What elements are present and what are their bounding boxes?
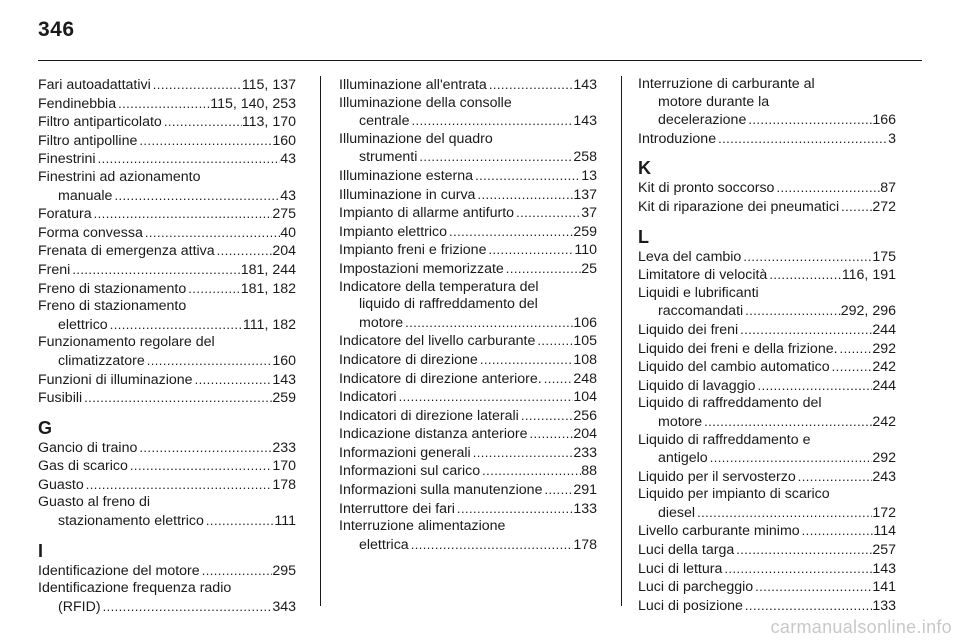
index-entry [339, 481, 597, 500]
index-entry [339, 425, 597, 444]
watermark: carmanualsonline.info [770, 617, 952, 637]
dot-leader [716, 130, 888, 149]
dot-leader [112, 187, 280, 206]
index-entry [339, 76, 597, 95]
dot-leader [708, 449, 873, 468]
index-entry [638, 432, 896, 468]
page-reference: 133 [872, 597, 896, 614]
page-reference: 242 [872, 359, 896, 376]
entry-term: Indicatore di direzione anteriore. [339, 370, 542, 387]
dot-leader [480, 462, 581, 481]
dot-leader [116, 95, 210, 114]
index-entry [38, 334, 296, 370]
page-reference: 13 [581, 167, 597, 184]
dot-leader [162, 113, 242, 132]
dot-leader [487, 76, 574, 95]
entry-term: Identificazione frequenza radio [38, 580, 232, 597]
section-letter: K [638, 158, 651, 179]
entry-term-continuation: manuale [58, 187, 113, 204]
index-entry [339, 370, 597, 389]
index-entry [638, 358, 896, 377]
index-entry [339, 388, 597, 407]
page-reference: 40 [280, 224, 296, 241]
dot-leader [528, 425, 574, 444]
entry-term-continuation: motore [359, 314, 404, 331]
dot-leader [186, 280, 241, 299]
entry-term: Indicatore di direzione [339, 351, 478, 368]
dot-leader [417, 148, 573, 167]
page-reference: 272 [872, 198, 896, 215]
page-reference: 292, 296 [840, 303, 896, 320]
index-entry [38, 494, 296, 530]
page-reference: 143 [573, 77, 597, 93]
page-reference: 143 [272, 371, 296, 388]
entry-term: Informazioni sulla manutenzione [339, 482, 543, 499]
dot-leader [473, 167, 581, 186]
index-entry [339, 444, 597, 463]
page-reference: 160 [272, 352, 296, 369]
entry-term-continuation: elettrica [359, 536, 409, 553]
page-reference: 105 [573, 333, 597, 350]
dot-leader [145, 352, 273, 371]
index-entry [638, 541, 896, 560]
dot-leader [519, 407, 574, 426]
index-entry [38, 95, 296, 114]
dot-leader [137, 439, 272, 458]
index-entry [638, 266, 896, 285]
dot-leader [101, 598, 273, 617]
dot-leader [137, 132, 272, 151]
dot-leader [830, 358, 873, 377]
dot-leader [215, 242, 273, 261]
entry-term: Freni [38, 261, 71, 278]
index-entry [339, 204, 597, 223]
index-entry [638, 597, 896, 616]
entry-term: Illuminazione del quadro [339, 130, 493, 147]
entry-term: Liquidi e lubrificanti [638, 284, 759, 301]
entry-term: Freno di stazionamento [38, 298, 187, 315]
dot-leader [471, 444, 574, 463]
dot-leader [96, 150, 281, 169]
dot-leader [774, 179, 880, 198]
dot-leader [542, 481, 573, 500]
page-reference: 113, 170 [241, 114, 296, 131]
entry-term: Fusibili [38, 390, 83, 407]
dot-leader [397, 388, 574, 407]
entry-term: Interruzione di carburante al [638, 76, 815, 92]
index-entry [339, 518, 597, 554]
dot-leader [838, 340, 873, 359]
index-entry [339, 500, 597, 519]
entry-term-continuation: diesel [658, 504, 696, 521]
dot-leader [478, 351, 574, 370]
page-reference: 204 [573, 426, 597, 443]
dot-leader [92, 205, 273, 224]
index-entry [38, 371, 296, 390]
index-entry [339, 279, 597, 333]
page-reference: 3 [888, 130, 896, 147]
index-entry [339, 167, 597, 186]
entry-term: Luci della targa [638, 542, 735, 559]
index-entry [38, 132, 296, 151]
page-reference: 137 [573, 186, 597, 203]
index-entry [638, 76, 896, 130]
index-entry [38, 562, 296, 581]
index-entry [638, 560, 896, 579]
page-reference: 233 [573, 444, 597, 461]
entry-term: Interruttore dei fari [339, 500, 455, 517]
dot-leader [542, 370, 574, 389]
page-reference: 116, 191 [841, 267, 896, 284]
index-entry [38, 439, 296, 458]
dot-leader [738, 321, 872, 340]
index-entry [38, 580, 296, 616]
dot-leader [409, 536, 574, 555]
entry-term: Liquido per il servosterzo [638, 468, 796, 485]
index-entry [638, 377, 896, 396]
dot-leader [143, 224, 280, 243]
entry-term-continuation: stazionamento elettrico [58, 513, 204, 530]
entry-term-continuation: liquido di raffreddamento del [359, 296, 538, 313]
dot-leader [756, 377, 873, 396]
page-reference: 181, 182 [240, 280, 296, 297]
dot-leader [128, 457, 272, 476]
index-entry [339, 95, 597, 131]
entry-term-continuation: (RFID) [58, 598, 101, 615]
page-reference: 88 [581, 463, 597, 480]
dot-leader [486, 241, 574, 260]
entry-term: Luci di posizione [638, 597, 743, 614]
page-reference: 172 [872, 504, 896, 521]
index-entry [38, 76, 296, 95]
dot-leader [767, 266, 841, 285]
index-column-2 [339, 76, 597, 554]
index-entry [339, 241, 597, 260]
page-reference: 37 [581, 205, 597, 222]
dot-leader [734, 541, 872, 560]
entry-term: Kit di pronto soccorso [638, 180, 775, 197]
dot-leader [514, 204, 581, 223]
entry-term: Liquido dei freni e della frizione. [638, 340, 838, 357]
page-number: 346 [38, 18, 75, 41]
entry-term: Indicatori [339, 389, 397, 406]
index-entry [38, 113, 296, 132]
dot-leader [504, 260, 581, 279]
dot-leader [743, 597, 872, 616]
page-reference: 175 [872, 248, 896, 265]
page-reference: 106 [573, 314, 597, 331]
page-reference: 115, 140, 253 [210, 95, 296, 112]
entry-term: Kit di riparazione dei pneumatici [638, 198, 840, 215]
page-reference: 181, 244 [240, 261, 296, 278]
section-letter: G [38, 417, 53, 438]
page-reference: 244 [872, 377, 896, 394]
page-reference: 114 [873, 523, 896, 540]
entry-term: Indicatore della temperatura del [339, 278, 539, 295]
entry-term-continuation: climatizzatore [58, 352, 145, 369]
page-reference: 87 [880, 180, 896, 197]
page-reference: 170 [272, 458, 296, 475]
page-reference: 25 [581, 260, 597, 277]
index-entry [38, 476, 296, 495]
page-reference: 295 [272, 562, 296, 579]
page-reference: 233 [272, 439, 296, 456]
page-reference: 258 [573, 149, 597, 166]
index-entry [38, 389, 296, 408]
entry-term: Funzioni di illuminazione [38, 371, 193, 388]
dot-leader [409, 112, 573, 131]
entry-term: Liquido per impianto di scarico [638, 486, 830, 503]
entry-term-continuation: centrale [359, 113, 410, 130]
entry-term: Forma convessa [38, 224, 143, 241]
page-reference: 110 [574, 242, 597, 259]
entry-term-continuation: motore [658, 413, 703, 430]
page-reference: 111, 182 [242, 316, 296, 333]
index-column-3 [638, 76, 896, 615]
entry-term: Indicazione distanza anteriore [339, 426, 528, 443]
column-divider [320, 76, 321, 606]
dot-leader [151, 76, 242, 95]
dot-leader [722, 560, 872, 579]
index-entry [638, 179, 896, 198]
entry-term: Illuminazione della consolle [339, 94, 512, 111]
dot-leader [743, 302, 841, 321]
dot-leader [193, 371, 273, 390]
page-reference: 259 [573, 223, 597, 240]
index-entry [38, 169, 296, 205]
entry-term: Indicatore del livello carburante [339, 333, 536, 350]
entry-term: Funzionamento regolare del [38, 334, 215, 351]
index-entry [38, 224, 296, 243]
header-divider [38, 60, 922, 61]
entry-term-continuation: antigelo [658, 450, 708, 467]
index-entry [638, 198, 896, 217]
entry-term: Freno di stazionamento [38, 280, 187, 297]
entry-term: Identificazione del motore [38, 562, 200, 579]
page-reference: 141 [872, 579, 896, 596]
index-entry [38, 457, 296, 476]
dot-leader [475, 186, 573, 205]
index-entry [38, 280, 296, 299]
entry-term: Livello carburante minimo [638, 523, 800, 540]
entry-term: Introduzione [638, 130, 717, 147]
page-reference: 143 [872, 560, 896, 577]
column-divider [621, 76, 622, 606]
index-entry [638, 340, 896, 359]
dot-leader [82, 389, 272, 408]
entry-term: Frenata di emergenza attiva [38, 243, 215, 260]
index-entry [638, 248, 896, 267]
dot-leader [800, 522, 874, 541]
entry-term: Guasto al freno di [38, 494, 150, 511]
page-reference: 243 [872, 468, 896, 485]
index-entry [638, 321, 896, 340]
entry-term: Liquido di lavaggio [638, 377, 756, 394]
index-entry [638, 522, 896, 541]
entry-term: Liquido di raffreddamento e [638, 431, 811, 448]
dot-leader [204, 512, 275, 531]
dot-leader [796, 468, 873, 487]
entry-term: Guasto [38, 476, 84, 493]
page-reference: 143 [573, 113, 597, 130]
dot-leader [108, 316, 243, 335]
entry-term: Fari autoadattativi [38, 77, 151, 93]
page-reference: 133 [573, 500, 597, 517]
page-reference: 178 [272, 476, 296, 493]
entry-term: Finestrini ad azionamento [38, 168, 201, 185]
page-reference: 43 [280, 187, 296, 204]
page-reference: 343 [272, 598, 296, 615]
page-reference: 160 [272, 132, 296, 149]
page-reference: 115, 137 [241, 77, 296, 93]
entry-term-continuation: motore durante la [658, 93, 770, 110]
entry-term: Fendinebbia [38, 95, 117, 112]
entry-term: Luci di lettura [638, 560, 723, 577]
page-reference: 244 [872, 321, 896, 338]
index-entry [38, 298, 296, 334]
dot-leader [741, 248, 872, 267]
page-reference: 292 [872, 450, 896, 467]
entry-term: Gancio di traino [38, 439, 138, 456]
dot-leader [702, 413, 872, 432]
page-reference: 256 [573, 407, 597, 424]
entry-term: Interruzione alimentazione [339, 518, 506, 535]
entry-term: Impianto elettrico [339, 223, 448, 240]
entry-term: Finestrini [38, 151, 96, 168]
entry-term-continuation: decelerazione [658, 112, 747, 129]
entry-term: Limitatore di velocità [638, 267, 768, 284]
page-reference: 104 [573, 389, 597, 406]
page-reference: 166 [872, 112, 896, 129]
entry-term: Leva del cambio [638, 248, 742, 265]
entry-term-continuation: elettrico [58, 316, 108, 333]
entry-term: Informazioni sul carico [339, 463, 481, 480]
entry-term-continuation: strumenti [359, 149, 418, 166]
index-entry [339, 332, 597, 351]
dot-leader [403, 314, 573, 333]
index-entry [339, 351, 597, 370]
entry-term: Filtro antipolline [38, 132, 138, 149]
index-entry [638, 395, 896, 431]
dot-leader [84, 476, 273, 495]
page-reference: 248 [573, 370, 597, 387]
index-entry [38, 261, 296, 280]
page-reference: 259 [272, 390, 296, 407]
entry-term: Illuminazione all'entrata [339, 77, 487, 93]
dot-leader [746, 111, 872, 130]
dot-leader [447, 223, 573, 242]
page-reference: 111 [274, 513, 296, 530]
entry-term: Impianto freni e frizione [339, 242, 487, 259]
page-reference: 291 [573, 482, 597, 499]
index-entry [38, 205, 296, 224]
index-entry [38, 242, 296, 261]
index-entry [638, 486, 896, 522]
section-letter: I [38, 540, 44, 561]
dot-leader [455, 500, 573, 519]
entry-term: Liquido del cambio automatico [638, 359, 830, 376]
entry-term: Informazioni generali [339, 444, 471, 461]
index-entry [638, 130, 896, 149]
index-entry [339, 186, 597, 205]
page-reference: 108 [573, 351, 597, 368]
dot-leader [695, 504, 872, 523]
dot-leader [70, 261, 240, 280]
index-entry [638, 578, 896, 597]
entry-term-continuation: raccomandati [658, 303, 744, 320]
page-reference: 257 [872, 542, 896, 559]
entry-term: Illuminazione in curva [339, 186, 476, 203]
page-reference: 275 [272, 206, 296, 223]
dot-leader [535, 332, 573, 351]
index-entry [339, 462, 597, 481]
entry-term: Filtro antiparticolato [38, 114, 162, 131]
index-column-1 [38, 76, 296, 616]
index-entry [339, 131, 597, 167]
entry-term: Impostazioni memorizzate [339, 260, 504, 277]
section-letter: L [638, 226, 649, 247]
index-entry [339, 223, 597, 242]
index-entry [339, 260, 597, 279]
index-entry [339, 407, 597, 426]
page-reference: 204 [272, 243, 296, 260]
index-entry [638, 285, 896, 321]
index-entry [638, 468, 896, 487]
entry-term: Impianto di allarme antifurto [339, 205, 515, 222]
entry-term: Liquido dei freni [638, 321, 739, 338]
index-entry [38, 150, 296, 169]
entry-term: Indicatori di direzione laterali [339, 407, 519, 424]
page-reference: 178 [573, 536, 597, 553]
entry-term: Gas di scarico [38, 458, 128, 475]
page-reference: 242 [872, 413, 896, 430]
entry-term: Foratura [38, 206, 92, 223]
entry-term: Liquido di raffreddamento del [638, 395, 822, 412]
dot-leader [200, 562, 273, 581]
dot-leader [753, 578, 872, 597]
page-reference: 43 [280, 151, 296, 168]
page-reference: 292 [872, 340, 896, 357]
entry-term: Illuminazione esterna [339, 167, 474, 184]
entry-term: Luci di parcheggio [638, 579, 754, 596]
dot-leader [839, 198, 872, 217]
